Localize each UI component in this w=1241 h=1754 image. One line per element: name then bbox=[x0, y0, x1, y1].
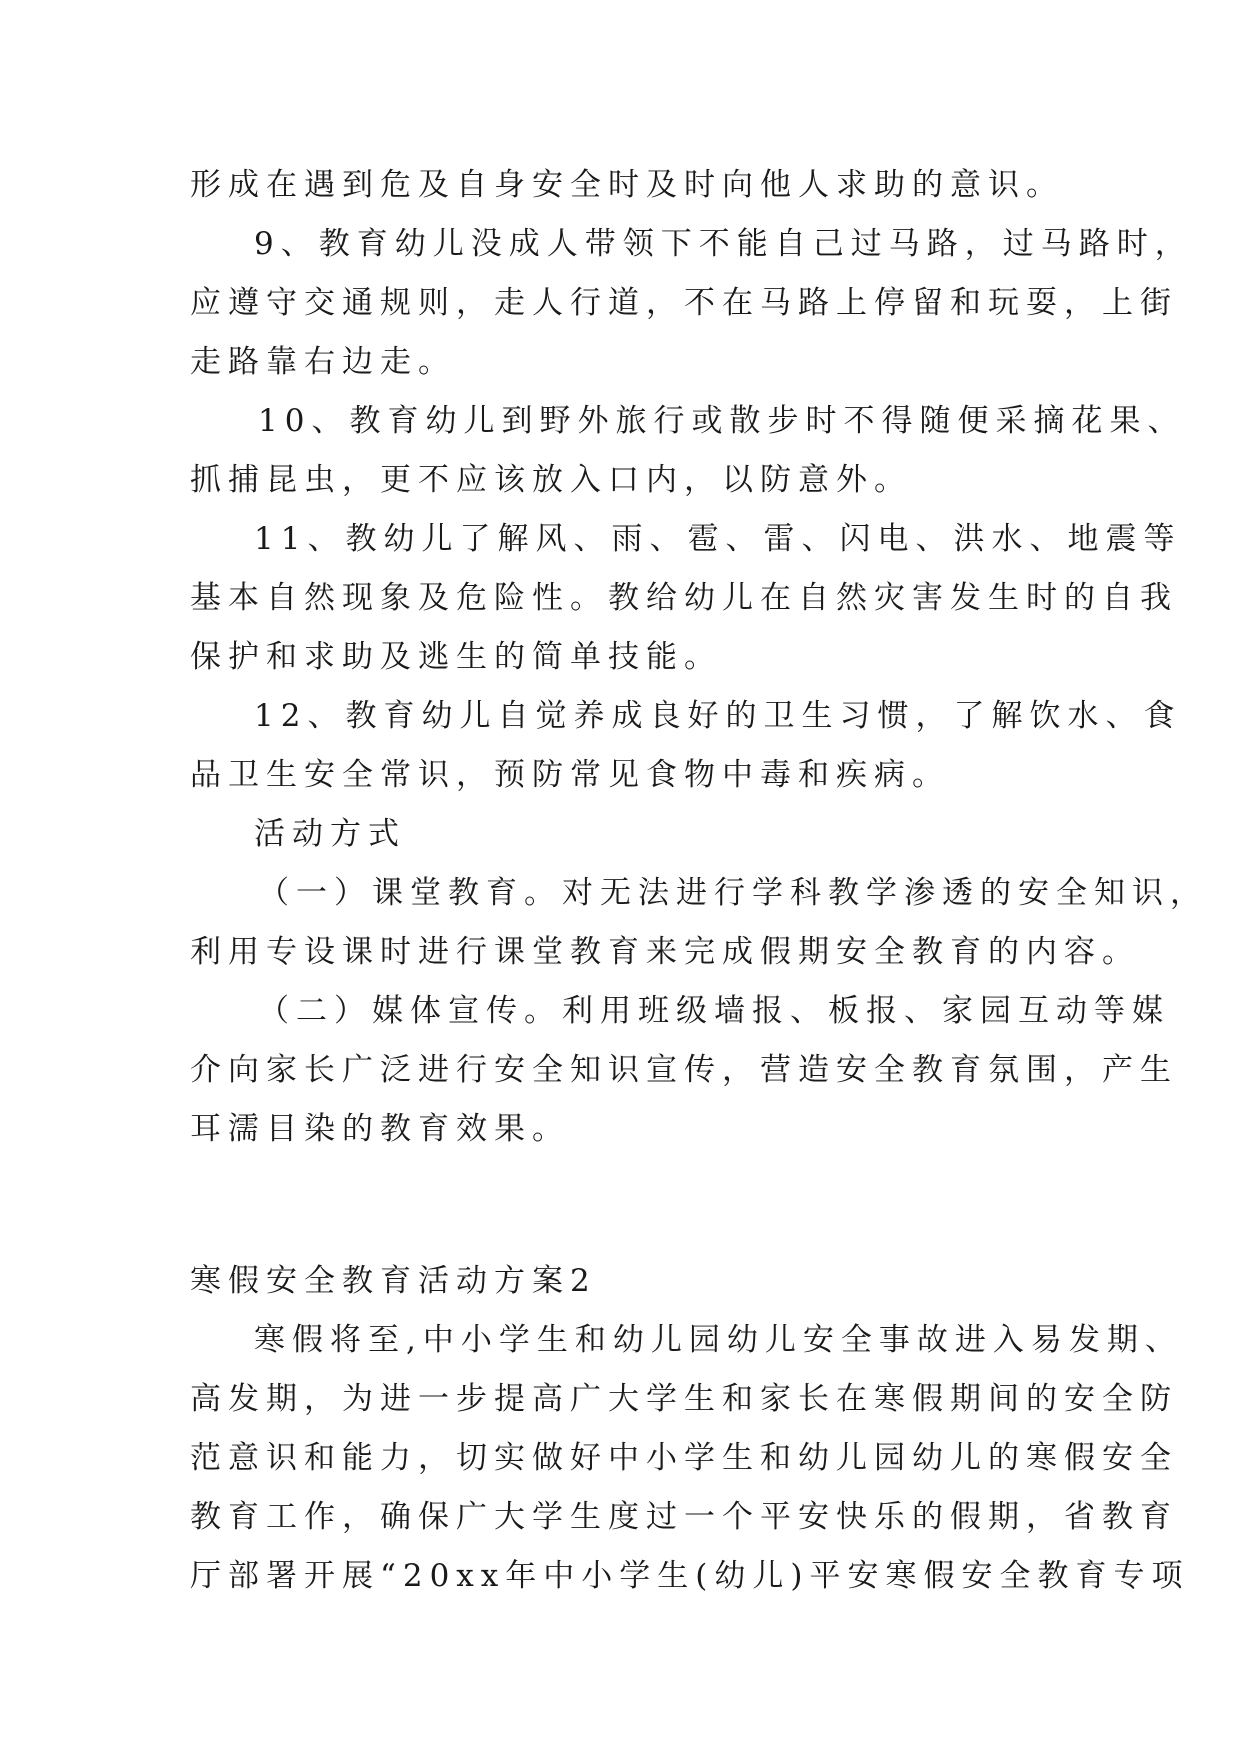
paragraph-line: 寒假将至,中小学生和幼儿园幼儿安全事故进入易发期、 bbox=[254, 1322, 1183, 1358]
list-item-9: 9、教育幼儿没成人带领下不能自己过马路，过马路时， bbox=[254, 226, 1193, 262]
section-title: 寒假安全教育活动方案2 bbox=[190, 1263, 597, 1299]
paragraph-line: 抓捕昆虫，更不应该放入口内，以防意外。 bbox=[190, 462, 912, 498]
section-heading-activity-method: 活动方式 bbox=[254, 816, 406, 852]
section-gap bbox=[190, 1159, 1050, 1252]
paragraph-line: 厅部署开展“20xx年中小学生(幼儿)平安寒假安全教育专项 bbox=[190, 1558, 1190, 1594]
list-item-11: 11、教幼儿了解风、雨、雹、雷、闪电、洪水、地震等 bbox=[254, 521, 1182, 557]
paragraph-line: 品卫生安全常识，预防常见食物中毒和疾病。 bbox=[190, 757, 950, 793]
paragraph-line: 教育工作，确保广大学生度过一个平安快乐的假期，省教育 bbox=[190, 1499, 1178, 1535]
paragraph-line: 高发期，为进一步提高广大学生和家长在寒假期间的安全防 bbox=[190, 1381, 1178, 1417]
list-item-12: 12、教育幼儿自觉养成良好的卫生习惯，了解饮水、食 bbox=[254, 698, 1182, 734]
paragraph-line: 范意识和能力，切实做好中小学生和幼儿园幼儿的寒假安全 bbox=[190, 1440, 1178, 1476]
paragraph-line: 应遵守交通规则，走人行道，不在马路上停留和玩耍，上街 bbox=[190, 285, 1178, 321]
paragraph-line: 介向家长广泛进行安全知识宣传，营造安全教育氛围，产生 bbox=[190, 1052, 1178, 1088]
list-item-10: 10、教育幼儿到野外旅行或散步时不得随便采摘花果、 bbox=[258, 403, 1186, 439]
paragraph-line: 基本自然现象及危险性。教给幼儿在自然灾害发生时的自我 bbox=[190, 580, 1178, 616]
paragraph-line: 形成在遇到危及自身安全时及时向他人求助的意识。 bbox=[190, 167, 1064, 203]
paragraph-line: 利用专设课时进行课堂教育来完成假期安全教育的内容。 bbox=[190, 934, 1140, 970]
paragraph-line: 保护和求助及逃生的简单技能。 bbox=[190, 639, 722, 675]
paragraph-line: 耳濡目染的教育效果。 bbox=[190, 1111, 570, 1147]
document-body bbox=[190, 156, 1208, 1606]
method-item-1: （一）课堂教育。对无法进行学科教学渗透的安全知识， bbox=[258, 875, 1208, 911]
paragraph-line: 走路靠右边走。 bbox=[190, 344, 456, 380]
method-item-2: （二）媒体宣传。利用班级墙报、板报、家园互动等媒 bbox=[258, 993, 1170, 1029]
